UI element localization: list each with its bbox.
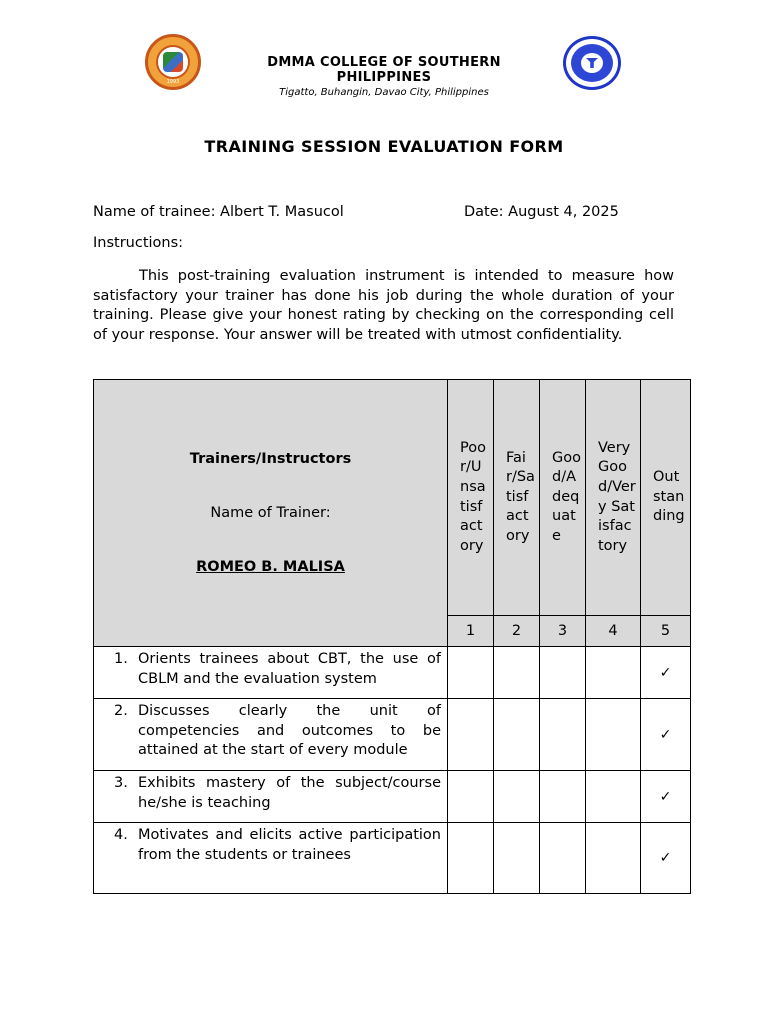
rating-cell[interactable]	[494, 771, 540, 823]
criterion-number: 3.	[114, 775, 128, 791]
evaluation-date: Date: August 4, 2025	[464, 204, 619, 220]
check-mark-icon: ✓	[659, 788, 672, 805]
tesda-emblem-icon	[581, 53, 603, 73]
seal-emblem-icon	[156, 45, 190, 79]
rating-cell[interactable]	[586, 699, 641, 771]
criterion-cell	[94, 699, 448, 771]
rating-column-header: Fair/Satisfactory	[494, 380, 540, 616]
instructions-label: Instructions:	[93, 235, 184, 251]
rating-column-header: Good/Adequate	[540, 380, 586, 616]
trainer-name-label: Name of Trainer:	[210, 505, 331, 521]
seal-year: 1993	[166, 79, 180, 85]
rating-column-header: Very Good/Very Satisfactory	[586, 380, 641, 616]
criterion-number: 2.	[114, 703, 128, 719]
rating-cell[interactable]	[641, 771, 691, 823]
rating-cell[interactable]	[448, 771, 494, 823]
rating-cell[interactable]	[540, 823, 586, 894]
rating-cell[interactable]	[586, 823, 641, 894]
rating-cell[interactable]	[641, 823, 691, 894]
check-mark-icon: ✓	[659, 726, 672, 743]
trainer-name: ROMEO B. MALISA	[196, 559, 345, 575]
criterion-row	[94, 823, 691, 894]
rating-cell[interactable]	[494, 699, 540, 771]
rating-cell[interactable]	[448, 823, 494, 894]
rating-number: 1	[448, 616, 494, 647]
rating-column-header: Poor/Unsatisfactory	[448, 380, 494, 616]
rating-cell[interactable]	[641, 699, 691, 771]
rating-cell[interactable]	[586, 771, 641, 823]
rating-cell[interactable]	[494, 823, 540, 894]
college-seal-logo	[145, 34, 201, 90]
criterion-text: Discusses clearly the unit of competencies and outcomes to be attained at the start of every module	[138, 703, 441, 759]
rating-number: 5	[641, 616, 691, 647]
criterion-row	[94, 771, 691, 823]
tesda-seal-logo	[563, 36, 621, 90]
rating-cell[interactable]	[641, 647, 691, 699]
trainee-name: Name of trainee: Albert T. Masucol	[93, 204, 344, 220]
rating-cell[interactable]	[448, 647, 494, 699]
criterion-cell	[94, 647, 448, 699]
criterion-number: 1.	[114, 651, 128, 667]
rating-column-header: Outstanding	[641, 380, 691, 616]
rating-number: 2	[494, 616, 540, 647]
rating-cell[interactable]	[540, 771, 586, 823]
check-mark-icon: ✓	[659, 664, 672, 681]
criterion-text: Motivates and elicits active participation from the students or trainees	[138, 827, 441, 863]
rating-cell[interactable]	[540, 699, 586, 771]
criterion-number: 4.	[114, 827, 128, 843]
criterion-row	[94, 699, 691, 771]
rating-cell[interactable]	[540, 647, 586, 699]
criterion-cell	[94, 771, 448, 823]
criterion-row	[94, 647, 691, 699]
criterion-text: Exhibits mastery of the subject/course he/she is teaching	[138, 775, 441, 811]
trainer-header-cell	[94, 380, 448, 647]
instructions-text: This post-training evaluation instrument is intended to measure how satisfactory your trainer has done his job during the whole duration of your training. Please give your honest rating by checking on the corresponding cell of your response. Your answer will be treated with utmost confidentiality.	[93, 268, 674, 343]
rating-cell[interactable]	[586, 647, 641, 699]
school-address: Tigatto, Buhangin, Davao City, Philippines	[279, 87, 489, 98]
trainers-instructors-heading: Trainers/Instructors	[189, 451, 352, 467]
rating-cell[interactable]	[494, 647, 540, 699]
criterion-cell	[94, 823, 448, 894]
criterion-text: Orients trainees about CBT, the use of CBLM and the evaluation system	[138, 651, 441, 687]
rating-number: 3	[540, 616, 586, 647]
check-mark-icon: ✓	[659, 850, 672, 866]
rating-cell[interactable]	[448, 699, 494, 771]
rating-number: 4	[586, 616, 641, 647]
evaluation-table	[93, 379, 691, 894]
form-title: TRAINING SESSION EVALUATION FORM	[204, 137, 564, 156]
school-name: DMMA COLLEGE OF SOUTHERN PHILIPPINES	[267, 55, 501, 85]
